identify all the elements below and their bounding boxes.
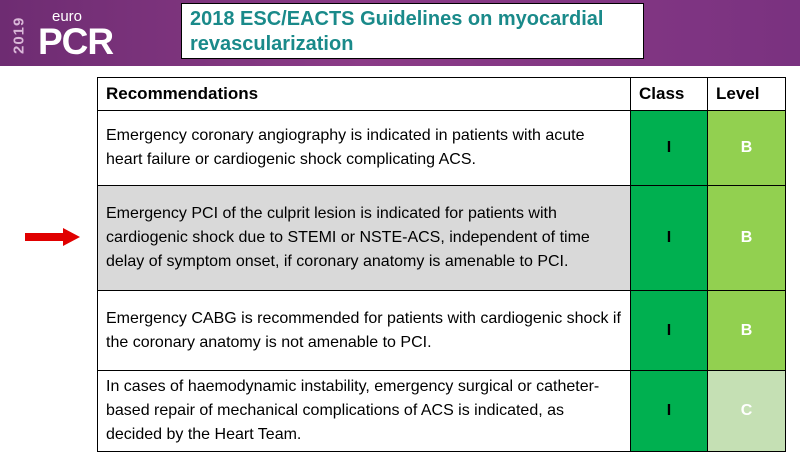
table-row-highlighted	[98, 186, 786, 291]
header-banner	[0, 0, 800, 66]
class-cell: I	[631, 111, 708, 186]
recommendation-text: Emergency coronary angiography is indicated in patients with acute heart failure or cardiogenic shock complicating ACS.	[98, 111, 631, 186]
slide-title	[181, 3, 644, 59]
right-arrow-icon	[25, 228, 80, 246]
slide-title-line-1: 2018 ESC/EACTS Guidelines on myocardial	[190, 8, 604, 30]
table-row	[98, 371, 786, 452]
recommendation-text: Emergency CABG is recommended for patients with cardiogenic shock if the coronary anatomy is not amenable to PCI.	[98, 291, 631, 371]
class-cell: I	[631, 371, 708, 452]
level-cell: B	[708, 291, 786, 371]
header-recommendations: Recommendations	[98, 78, 631, 111]
table-row	[98, 291, 786, 371]
class-cell: I	[631, 186, 708, 291]
recommendations-table	[97, 77, 786, 452]
slide-title-line-2: revascularization	[190, 33, 354, 55]
logo-pcr: PCR	[38, 21, 114, 62]
logo-year: 2019	[10, 16, 28, 54]
header-level: Level	[708, 78, 786, 111]
class-cell: I	[631, 291, 708, 371]
recommendation-text: Emergency PCI of the culprit lesion is indicated for patients with cardiogenic shock due to STEMI or NSTE-ACS, independent of time delay of symptom onset, if coronary anatomy is amenable to PCI.	[98, 186, 631, 291]
header-class: Class	[631, 78, 708, 111]
europcr-logo	[10, 8, 130, 60]
level-cell: B	[708, 111, 786, 186]
table-row	[98, 111, 786, 186]
logo-euro: euro	[52, 8, 83, 25]
table-header-row	[98, 78, 786, 111]
recommendation-text: In cases of haemodynamic instability, emergency surgical or catheter-based repair of mechanical complications of ACS is indicated, as decided by the Heart Team.	[98, 371, 631, 452]
level-cell: C	[708, 371, 786, 452]
level-cell: B	[708, 186, 786, 291]
